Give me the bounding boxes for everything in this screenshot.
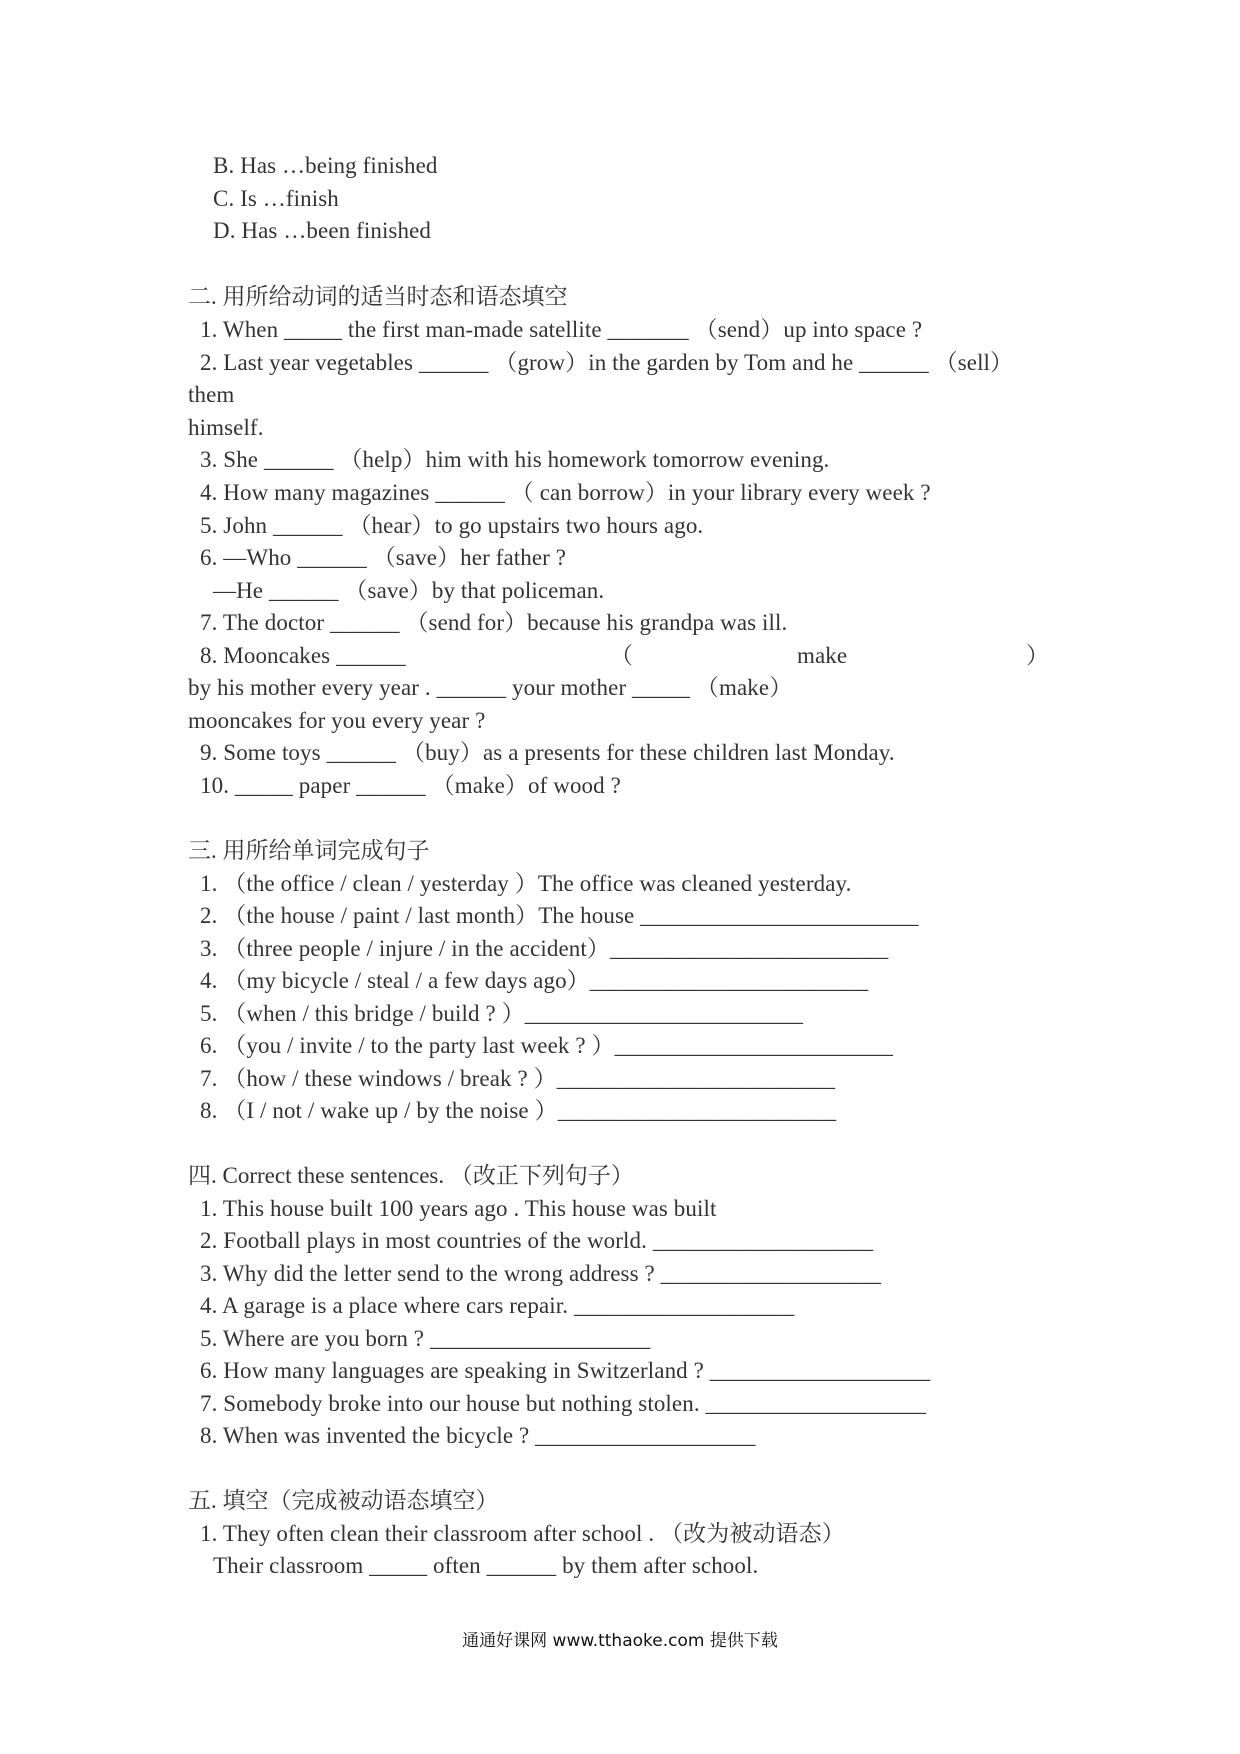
section4-line-1: 1. This house built 100 years ago . This house was built xyxy=(200,1196,717,1221)
section4-title: 四. Correct these sentences. （改正下列句子） xyxy=(188,1163,634,1188)
section3-title: 三. 用所给单词完成句子 xyxy=(188,838,430,863)
section3-line-5: 5. （when / this bridge / build ? ）________________________ xyxy=(200,1001,804,1026)
section2-line-10: 10. _____ paper ______ （make）of wood ? xyxy=(200,773,621,798)
section2-line-6: 6. —Who ______ （save）her father ? xyxy=(200,545,567,570)
section2-line-6b: —He ______ （save）by that policeman. xyxy=(213,578,605,603)
section5-line-1-answer: Their classroom _____ often ______ by them after school. xyxy=(213,1553,759,1578)
section2-line-3: 3. She ______ （help）him with his homework tomorrow evening. xyxy=(200,447,830,472)
section2-line-9: 9. Some toys ______ （buy）as a presents for these children last Monday. xyxy=(200,740,895,765)
section2-line-8-paren-close: ） xyxy=(1026,643,1050,668)
section4-line-7: 7. Somebody broke into our house but nothing stolen. ___________________ xyxy=(200,1391,926,1416)
section2-line-1: 1. When _____ the first man-made satellite _______ （send）up into space ? xyxy=(200,317,923,342)
section4-line-4: 4. A garage is a place where cars repair. ___________________ xyxy=(200,1293,795,1318)
section3-line-8: 8. （I / not / wake up / by the noise ）________________________ xyxy=(200,1098,837,1123)
section2-title: 二. 用所给动词的适当时态和语态填空 xyxy=(188,284,568,309)
section4-line-6: 6. How many languages are speaking in Switzerland ? ___________________ xyxy=(200,1358,931,1383)
option-d: D. Has …been finished xyxy=(213,218,431,243)
section2-line-7: 7. The doctor ______ （send for）because his grandpa was ill. xyxy=(200,610,788,635)
section3-line-7: 7. （how / these windows / break ? ）________________________ xyxy=(200,1066,836,1091)
section2-line-8-end: mooncakes for you every year ? xyxy=(188,708,486,733)
section3-line-3: 3. （three people / injure / in the accident）________________________ xyxy=(200,936,889,961)
section2-line-2-cont: them xyxy=(188,382,235,407)
section4-line-3: 3. Why did the letter send to the wrong address ? ___________________ xyxy=(200,1261,882,1286)
section3-line-4: 4. （my bicycle / steal / a few days ago）________________________ xyxy=(200,968,869,993)
section5-title: 五. 填空（完成被动语态填空） xyxy=(188,1488,499,1513)
section2-line-8-cont: by his mother every year . ______ your mother _____ （make） xyxy=(188,675,793,700)
section2-line-4: 4. How many magazines ______ （ can borrow）in your library every week ? xyxy=(200,480,931,505)
footer-download-note: 通通好课网 www.tthaoke.com 提供下载 xyxy=(462,1631,778,1651)
section3-line-6: 6. （you / invite / to the party last week ? ）________________________ xyxy=(200,1033,893,1058)
section2-line-2-end: himself. xyxy=(188,415,264,440)
section2-line-5: 5. John ______ （hear）to go upstairs two hours ago. xyxy=(200,513,704,538)
section2-line-2: 2. Last year vegetables ______ （grow）in the garden by Tom and he ______ （sell） xyxy=(200,350,1014,375)
section2-line-8-verb: make xyxy=(797,643,848,668)
section2-line-8-paren-open: （ xyxy=(610,643,634,668)
section2-line-8: 8. Mooncakes ______ xyxy=(200,643,406,668)
section4-line-5: 5. Where are you born ? ___________________ xyxy=(200,1326,651,1351)
section5-line-1: 1. They often clean their classroom after school . （改为被动语态） xyxy=(200,1521,845,1546)
option-b: B. Has …being finished xyxy=(213,153,438,178)
option-c: C. Is …finish xyxy=(213,186,339,211)
section3-line-2: 2. （the house / paint / last month）The house ________________________ xyxy=(200,903,919,928)
section3-line-1: 1. （the office / clean / yesterday ）The office was cleaned yesterday. xyxy=(200,871,852,896)
section4-line-2: 2. Football plays in most countries of the world. ___________________ xyxy=(200,1228,874,1253)
section4-line-8: 8. When was invented the bicycle ? ___________________ xyxy=(200,1423,756,1448)
